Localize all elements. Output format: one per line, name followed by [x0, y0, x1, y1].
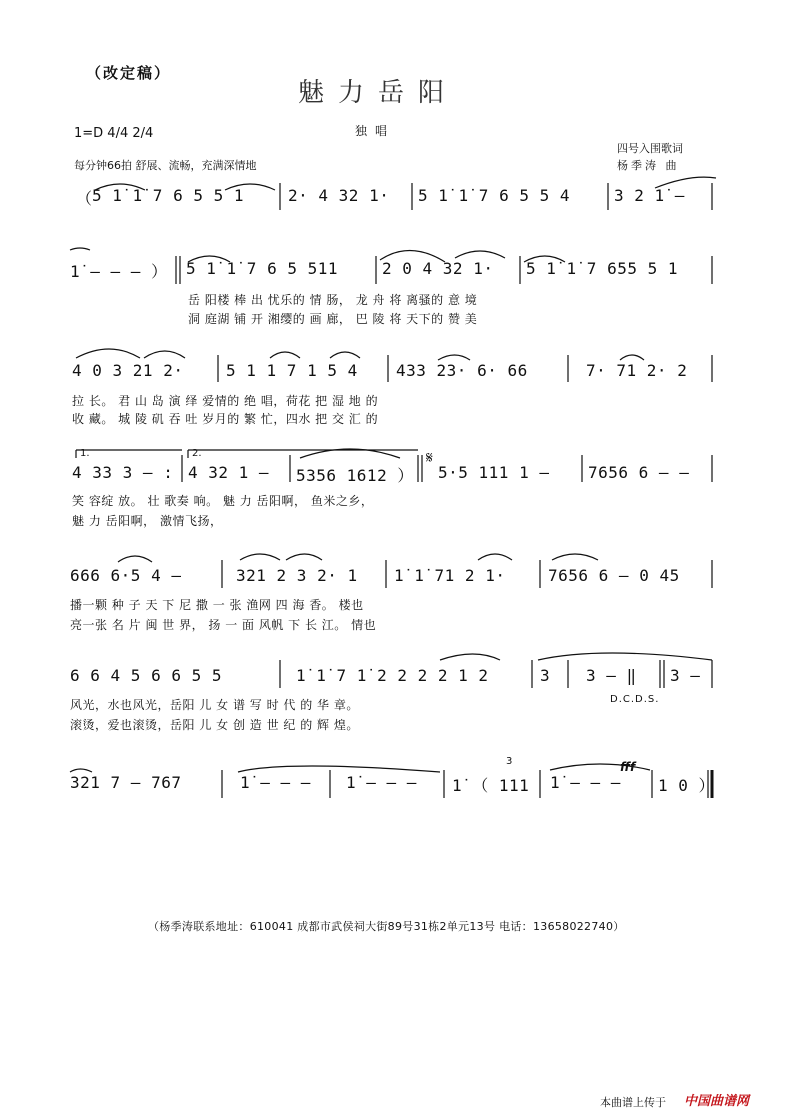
- measure: 2 0 4 32 1·: [382, 259, 494, 278]
- volta-2: 2.: [192, 448, 202, 459]
- measure: 1̇ – – –: [240, 773, 311, 792]
- measure: 5 1̇ 1̇ 7 6 5 511: [186, 259, 338, 278]
- measure: 1̇ – – –: [550, 773, 621, 792]
- measure: 4 0 3 21 2·: [72, 361, 184, 380]
- lyricist-credit: 四号入围歌词: [617, 142, 683, 155]
- bracket-open: （: [76, 189, 93, 208]
- measure: 5 1̇ 1̇ 7 6 5 5 4: [418, 186, 570, 205]
- lyric-line-1: 风光，水也风光，岳阳 儿 女 谱 写 时 代 的 华 章。: [70, 698, 359, 712]
- measure: 1̇ – – –: [346, 773, 417, 792]
- volta-1: 1.: [80, 448, 90, 459]
- measure: 5 1 1 7 1 5 4: [226, 361, 358, 380]
- measure: 4 32 1 –: [188, 463, 270, 482]
- lyric-line-1: 播一颗 种 子 天 下 尼 撒 一 张 渔网 四 海 香。 楼也: [70, 598, 364, 612]
- measure: 5 1̇ 1̇ 7 655 5 1: [526, 259, 678, 278]
- dc-ds-mark: D.C.D.S.: [610, 694, 660, 705]
- measure: 433 23· 6· 66: [396, 361, 528, 380]
- measure: 3: [540, 666, 551, 685]
- dynamic-fff: fff: [620, 760, 636, 774]
- measure: 3 2 1̇ –: [614, 186, 685, 205]
- tempo-marking: 每分钟66拍 舒展、流畅，充满深情地: [74, 159, 257, 172]
- composer-credit: 杨季涛 曲: [617, 159, 680, 172]
- site-logo: 中国曲谱网: [684, 1094, 750, 1109]
- song-title: 魅力岳阳: [298, 78, 459, 108]
- draft-stamp: （改定稿）: [86, 64, 172, 82]
- measure: 7656 6 – –: [588, 463, 690, 482]
- lyric-line-1: 笑 容绽 放。 壮 歌奏 响。 魅 力 岳阳啊， 鱼米之乡，: [72, 494, 374, 508]
- measure: 3 – ‖: [586, 666, 637, 685]
- key-signature: 1=D 4/4 2/4: [74, 126, 154, 141]
- measure: 321 7 – 767: [70, 773, 182, 792]
- measure: 3 –: [670, 666, 701, 685]
- lyric-line-1: 岳 阳楼 棒 出 忧乐的 情 肠， 龙 舟 将 离骚的 意 境: [188, 293, 478, 307]
- measure: 1̇ （ 111: [452, 776, 530, 795]
- lyric-line-2: 洞 庭湖 铺 开 湘缨的 画 廊， 巴 陵 将 天下的 赞 美: [188, 312, 478, 326]
- contact-footer: （杨季涛联系地址：610041 成都市武侯祠大街89号31栋2单元13号 电话：13658022740）: [148, 920, 625, 933]
- measure: 2· 4 32 1·: [288, 186, 390, 205]
- measure: 4 33 3 – :: [72, 463, 174, 482]
- measure: 7· 71 2· 2: [586, 361, 688, 380]
- song-subtitle: 独唱: [355, 124, 396, 138]
- measure: 666 6·5 4 –: [70, 566, 182, 585]
- measure: 5356 1612 ）: [296, 466, 414, 485]
- lyric-line-2: 滚烫，爱也滚烫，岳阳 儿 女 创 造 世 纪 的 辉 煌。: [70, 718, 359, 732]
- upload-note: 本曲谱上传于: [600, 1096, 666, 1109]
- measure: 6 6 4 5 6 6 5 5: [70, 666, 222, 685]
- triplet-mark: 3: [506, 756, 513, 767]
- measure: 1̇ 1̇ 7 1̇ 2 2 2 2 1 2: [296, 666, 489, 685]
- measure: 321 2 3 2· 1: [236, 566, 358, 585]
- lyric-line-2: 魅 力 岳阳啊， 激情飞扬，: [72, 514, 223, 528]
- lyric-line-2: 亮一张 名 片 闽 世 界， 扬 一 面 风帆 下 长 江。 情也: [70, 618, 377, 632]
- measure: 1̇ 1̇ 71 2 1·: [394, 566, 506, 585]
- measure: 7656 6 – 0 45: [548, 566, 680, 585]
- lyric-line-1: 拉 长。 君 山 岛 演 绎 爱情的 绝 唱，荷花 把 湿 地 的: [72, 394, 379, 408]
- measure: 5 1̇ 1̇ 7 6 5 5 1: [92, 186, 244, 205]
- measure: 1 0 ）: [658, 776, 716, 795]
- lyric-line-2: 收 藏。 城 陵 矶 吞 吐 岁月的 繁 忙，四水 把 交 汇 的: [72, 412, 379, 426]
- segno-sign: 𝄋: [426, 448, 433, 467]
- measure: 5·5 111 1 –: [438, 463, 550, 482]
- measure: 1̇ – – – ）: [70, 262, 168, 281]
